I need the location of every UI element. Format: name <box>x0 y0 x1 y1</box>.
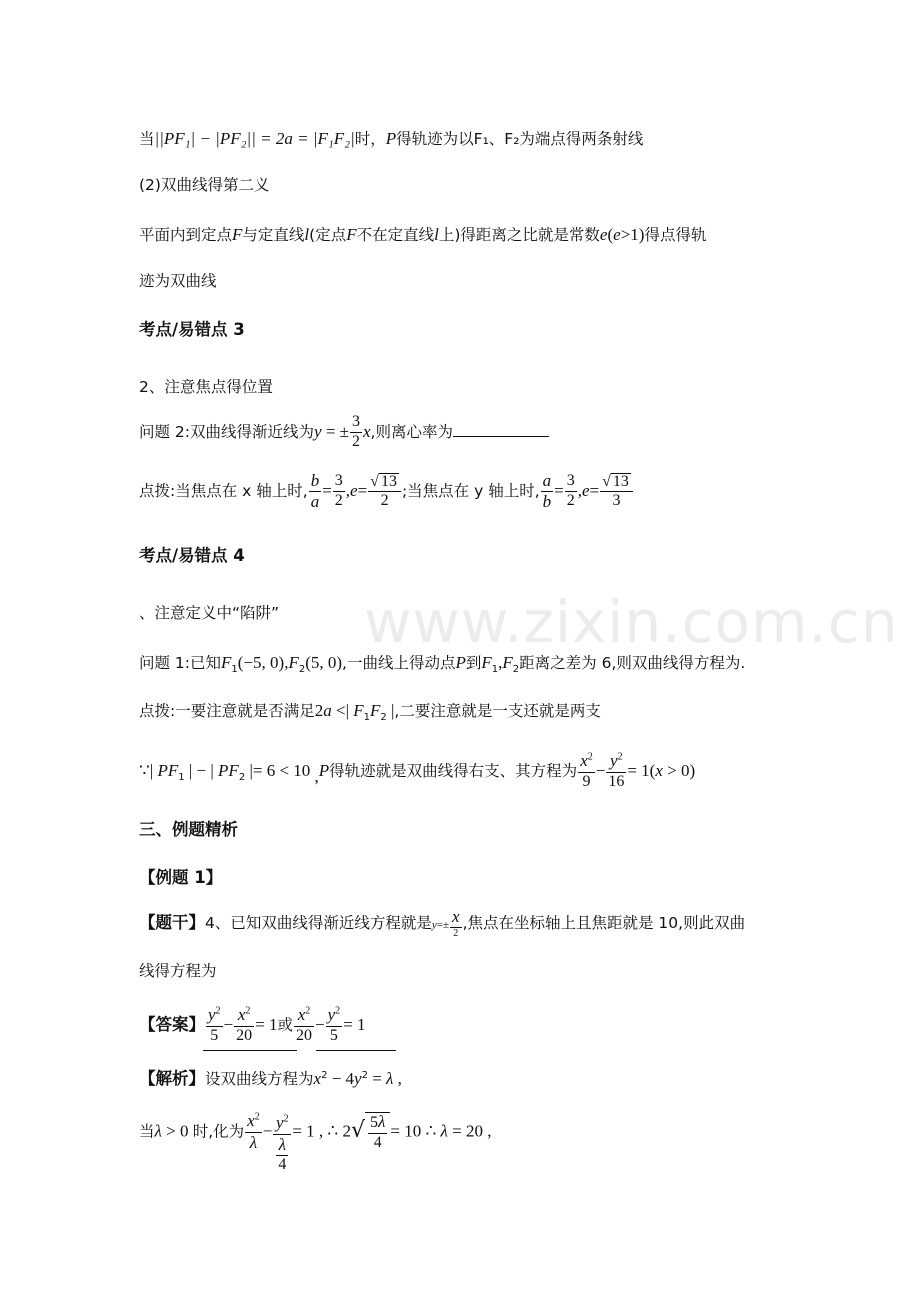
definition-line-1: 当||PF₁| − |PF₂|| = 2a = |F₁F₂|时，P得轨迹为以F₁、F₂为端点得两条射线 <box>139 129 644 148</box>
answer-line: 【答案】 $\frac{y^2}{5}$ − $\frac{x^2}{20}$ = 1或 $\frac{x^2}{20}$ − $\frac{y^2}{5}$ = 1 <box>139 1005 366 1044</box>
second-definition-text-cont: 迹为双曲线 <box>139 272 217 290</box>
example-1-label: 【例题 1】 <box>139 868 223 887</box>
second-definition-heading: (2)双曲线得第二义 <box>139 176 270 194</box>
problem-1: 问题 1:已知$F_1(-5$, $0),F_2(5$, 0),一曲线上得动点P到$F_1,F_2$距离之差为 6,则双曲线得方程为. <box>139 653 746 676</box>
answer-blank <box>453 435 549 437</box>
hint-definition: 点拨:一要注意就是否满足2a <| $F_1F_2$ |,二要注意就是一支还就是两支 <box>139 701 601 724</box>
question-stem: 【题干】4、已知双曲线得渐近线方程就是y=± $\frac{x}{2}$ ,焦点在坐标轴上且焦距就是 10,则此双曲 <box>139 907 746 939</box>
question-stem-cont: 线得方程为 <box>139 962 217 980</box>
point-heading-4: 考点/易错点 4 <box>139 546 245 565</box>
note-definition-trap: 、注意定义中“陷阱” <box>139 604 280 622</box>
section-examples: 三、例题精析 <box>139 820 238 839</box>
answer-underline-1 <box>203 1050 297 1051</box>
problem-2: 问题 2:双曲线得渐近线为y = ± $\frac{3}{2}$ x,则离心率为 <box>139 414 549 451</box>
analysis-case-positive: 当λ > 0 时,化为 $\frac{x^2}{\lambda}$ − $\frac{y^2}{\frac{\lambda}{4}}$ = 1 , ∴ 2√ $\frac{5\lambda}{4}$ = 10 ∴ λ = 20 , <box>139 1111 492 1173</box>
hint-eccentricity: 点拨:当焦点在 x 轴上时, $\frac{b}{a}$ = $\frac{3}{2}$ ,e= $\frac{√ 13}{2}$ ;当焦点在 y 轴上时, $\frac{a}{b}$ = $\frac{3}{2}$ ,e= $\frac{√ 13}{3}$ <box>139 472 634 511</box>
answer-underline-2 <box>316 1050 396 1051</box>
analysis-line: 【解析】设双曲线方程为$x^2 - 4y^2 = \lambda$ , <box>139 1069 402 1088</box>
second-definition-text: 平面内到定点F与定直线l(定点F不在定直线l上)得距离之比就是常数e(e>1)得点得轨 <box>139 225 707 244</box>
solution-right-branch: ∵| $PF_1$ | − | $PF_2$ |= 6 < 10 ,P得轨迹就是双曲线得右支、其方程为 $\frac{x^2}{9}$ − $\frac{y^2}{16}$ = 1(x > 0) <box>139 751 696 790</box>
watermark: www.zixin.com.cn <box>364 588 899 656</box>
note-focus-position: 2、注意焦点得位置 <box>139 378 273 396</box>
abs-equation: ||PF₁| − |PF₂|| = 2a = |F₁F₂| <box>154 129 355 148</box>
point-heading-3: 考点/易错点 3 <box>139 320 245 339</box>
